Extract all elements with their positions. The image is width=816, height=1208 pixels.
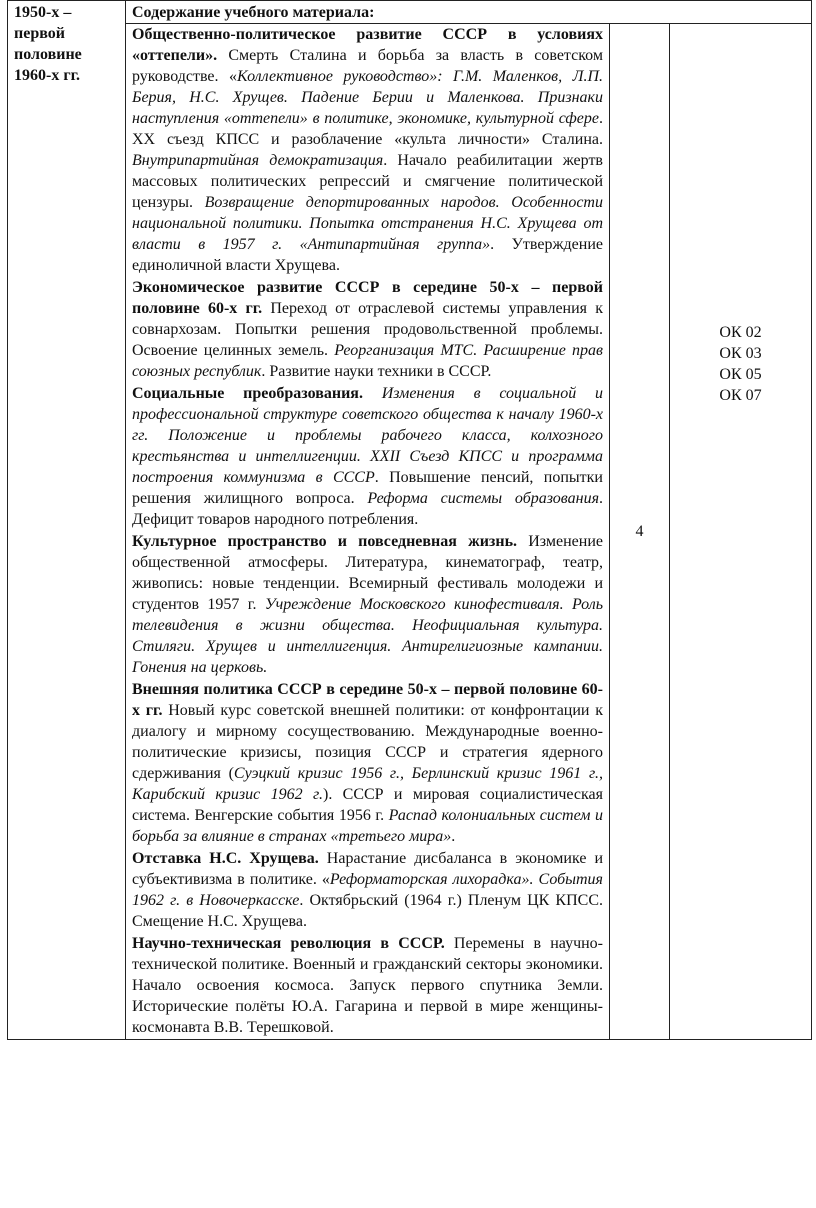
section-text: Перемены в научно- технической политике. Военный и гражданский секторы экономики. Начало освоения космоса. Запуск первого спутника Земли. Исторические полёты Ю.А. Гагарина и первой в мире женщины-космонавта В.В. Терешковой. xyxy=(132,935,604,1036)
section-text: Распад колониальных систем и борьба за влияние в странах «третьего мира» xyxy=(132,807,604,845)
content-paragraph xyxy=(132,383,603,530)
competency-list xyxy=(676,24,805,406)
period-cell xyxy=(8,1,126,1040)
content-paragraph xyxy=(132,24,603,276)
content-header-cell xyxy=(126,1,812,24)
section-text: ). СССР и мировая социалистическая система. Венгерские события 1956 г. xyxy=(132,786,604,824)
section-text: Изменения в социальной и профессиональной структуре советского общества к началу 1960-х гг. Положение и проблемы рабочего класса, колхозного крестьянства и интеллигенции. XXII Съезд КПСС и программа построения коммунизма в СССР xyxy=(132,385,604,486)
section-heading: Общественно-политическое развитие СССР в условиях «оттепели». xyxy=(132,26,603,64)
content-paragraph xyxy=(132,531,603,678)
table-header-row xyxy=(8,1,812,24)
section-text: Новый курс советской внешней политики: от конфронтации к диалогу и мирному сосуществованию. Международные военно-политические кризисы, позиция СССР и стратегия ядерного сдерживания ( xyxy=(132,702,604,782)
content-paragraph xyxy=(132,933,603,1038)
section-text: . Развитие науки техники в СССР. xyxy=(261,363,492,380)
table-row xyxy=(8,24,812,1040)
section-heading: Научно-техническая революция в СССР. xyxy=(132,935,445,952)
content-header-title: Содержание учебного материала: xyxy=(132,4,375,21)
content-paragraph xyxy=(132,848,603,932)
section-text: Смерть Сталина и борьба за власть в советском руководстве. « xyxy=(132,47,603,85)
content-paragraph xyxy=(132,679,603,847)
curriculum-table xyxy=(7,0,812,1040)
content-cell xyxy=(126,24,610,1040)
hours-cell xyxy=(610,24,670,1040)
section-text: . Повышение пенсий, попытки решения жилищного вопроса. xyxy=(132,469,603,507)
section-text: Суэцкий кризис 1956 г., Берлинский кризис 1961 г., Карибский кризис 1962 г. xyxy=(132,765,604,803)
section-heading: Культурное пространство и повседневная жизнь. xyxy=(132,533,518,550)
competency-code: ОК 02 xyxy=(719,324,762,341)
section-heading: Отставка Н.С. Хрущева. xyxy=(132,850,319,867)
section-text: . XX съезд КПСС и разоблачение «культа личности» Сталина. xyxy=(132,110,603,148)
section-text: Реорганизация МТС. Расширение прав союзных республик xyxy=(132,342,603,380)
section-text: Возвращение депортированных народов. Особенности национальной политики. Попытка отстранения Н.С. Хрущева от власти в 1957 г. «Антипартийная группа» xyxy=(132,194,603,253)
section-text: Реформа системы образования xyxy=(367,490,600,507)
section-text: . Утверждение единоличной власти Хрущева. xyxy=(132,236,603,274)
section-text: Нарастание дисбаланса в экономике и субъективизма в политике. « xyxy=(132,850,604,888)
hours-value: 4 xyxy=(635,523,644,540)
section-text: Переход от отраслевой системы управления к совнархозам. Попытки решения продовольственной проблемы. Освоение целинных земель. xyxy=(132,300,603,359)
competency-code: ОК 05 xyxy=(719,366,762,383)
competency-code: ОК 03 xyxy=(719,345,762,362)
section-text: Коллективное руководство»: Г.М. Маленков, Л.П. Берия, Н.С. Хрущев. Падение Берии и Маленкова. Признаки наступления «оттепели» в политике, экономике, культурной сфере xyxy=(132,68,604,127)
section-heading: Экономическое развитие СССР в середине 50-х – первой половине 60-х гг. xyxy=(132,279,603,317)
period-label: 1950-х – первой половине 1960-х гг. xyxy=(14,4,82,84)
document-page xyxy=(7,0,811,1208)
section-heading: Социальные преобразования. xyxy=(132,385,363,402)
competency-code: ОК 07 xyxy=(719,387,762,404)
competencies-cell xyxy=(670,24,812,1040)
section-text: Изменение общественной атмосферы. Литература, кинематограф, театр, живопись: новые тенденции. Всемирный фестиваль молодежи и студентов 1957 г. xyxy=(132,533,603,613)
section-text: Реформаторская лихорадка». События 1962 г. в Новочеркасске xyxy=(132,871,603,909)
section-text: Внутрипартийная демократизация xyxy=(132,152,384,169)
section-text: . Дефицит товаров народного потребления. xyxy=(132,490,604,528)
section-heading: Внешняя политика СССР в середине 50-х – первой половине 60-х гг. xyxy=(132,681,603,719)
section-text: Учреждение Московского кинофестиваля. Роль телевидения в жизни общества. Неофициальная культура. Стиляги. Хрущев и интеллигенция. Антирелигиозные кампании. Гонения на церковь. xyxy=(132,596,603,676)
section-text: . xyxy=(451,828,456,845)
section-text: . Октябрьский (1964 г.) Пленум ЦК КПСС. Смещение Н.С. Хрущева. xyxy=(132,892,604,930)
section-text: . Начало реабилитации жертв массовых политических репрессий и смягчение политической цензуры. xyxy=(132,152,603,211)
content-paragraph xyxy=(132,277,603,382)
